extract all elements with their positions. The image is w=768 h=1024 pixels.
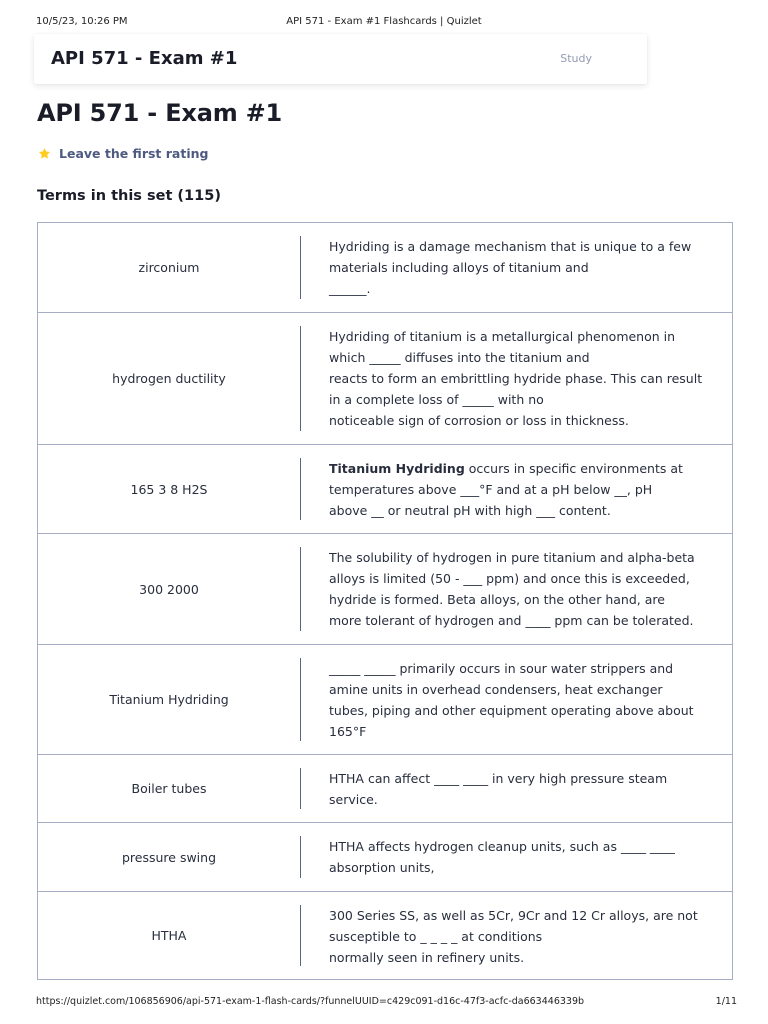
card-row: [38, 891, 732, 979]
print-header: [0, 16, 768, 30]
card-row: [38, 222, 732, 312]
card-row: [38, 822, 732, 891]
card-divider: [300, 768, 301, 809]
card-divider: [300, 236, 301, 299]
card-row: [38, 644, 732, 754]
card-term: Titanium Hydriding: [109, 692, 229, 707]
card-divider: [300, 905, 301, 966]
card-list: [37, 222, 733, 980]
card-definition: _____ _____ primarily occurs in sour water strippers and amine units in overhead condensers, heat exchanger tubes, piping and other equipment operating above about 165°F: [329, 661, 694, 739]
card-term: 165 3 8 H2S: [130, 481, 208, 497]
card-term: hydrogen ductility: [112, 371, 226, 386]
card-definition-bold: Titanium Hydriding: [329, 461, 465, 476]
card-term: pressure swing: [121, 849, 217, 865]
print-url: https://quizlet.com/106856906/api-571-exam-1-flash-cards/?funnelUUID=c429c091-d16c-47f3-acfc-da663446339b: [36, 996, 585, 1007]
card-term: HTHA: [151, 928, 187, 943]
star-icon: [38, 147, 51, 160]
print-datetime: 10/5/23, 10:26 PM: [36, 16, 128, 27]
card-definition: HTHA can affect ____ ____ in very high pressure steam service.: [329, 771, 668, 807]
sticky-header: [34, 34, 647, 84]
card-row: [38, 754, 732, 822]
card-divider: [300, 658, 301, 741]
card-definition-text: occurs in specific environments at temperatures above ___°F and at a pH below __, pH above __ or neutral pH with high ___ content.: [329, 461, 683, 518]
card-term: Boiler tubes: [131, 781, 207, 796]
rating[interactable]: [38, 145, 208, 161]
print-page-number: 1/11: [715, 996, 737, 1007]
print-footer: [0, 996, 768, 1010]
card-term: 300 2000: [139, 581, 199, 597]
card-definition: The solubility of hydrogen in pure titanium and alpha-beta alloys is limited (50 - ___ ppm) and once this is exceeded, hydride is formed. Beta alloys, on the other hand, are more tolerant of hydrogen and ____ ppm can be tolerated.: [329, 550, 695, 628]
card-row: [38, 312, 732, 444]
card-term: zirconium: [138, 260, 200, 275]
study-button[interactable]: Study: [560, 52, 592, 65]
card-row: [38, 444, 732, 533]
card-definition: Hydriding is a damage mechanism that is unique to a few materials including alloys of titanium and ______.: [329, 239, 692, 296]
card-divider: [300, 326, 301, 431]
card-divider: [300, 458, 301, 520]
leave-rating-link[interactable]: Leave the first rating: [59, 145, 209, 161]
card-row: [38, 533, 732, 644]
card-definition: 300 Series SS, as well as 5Cr, 9Cr and 12 Cr alloys, are not susceptible to _ _ _ _ at conditions normally seen in refinery units.: [329, 908, 698, 965]
card-definition: [329, 458, 709, 521]
card-divider: [300, 547, 301, 631]
card-divider: [300, 836, 301, 878]
card-definition: Hydriding of titanium is a metallurgical phenomenon in which _____ diffuses into the titanium and reacts to form an embrittling hydride phase. This can result in a complete loss of _____ with no noticeable sign of corrosion or loss in thickness.: [329, 329, 703, 428]
print-page-title: API 571 - Exam #1 Flashcards | Quizlet: [286, 16, 482, 27]
sticky-set-title: API 571 - Exam #1: [51, 48, 238, 69]
card-definition: HTHA affects hydrogen cleanup units, such as ____ ____ absorption units,: [329, 839, 675, 875]
terms-heading: Terms in this set (115): [37, 188, 221, 204]
page-title: API 571 - Exam #1: [37, 99, 283, 127]
